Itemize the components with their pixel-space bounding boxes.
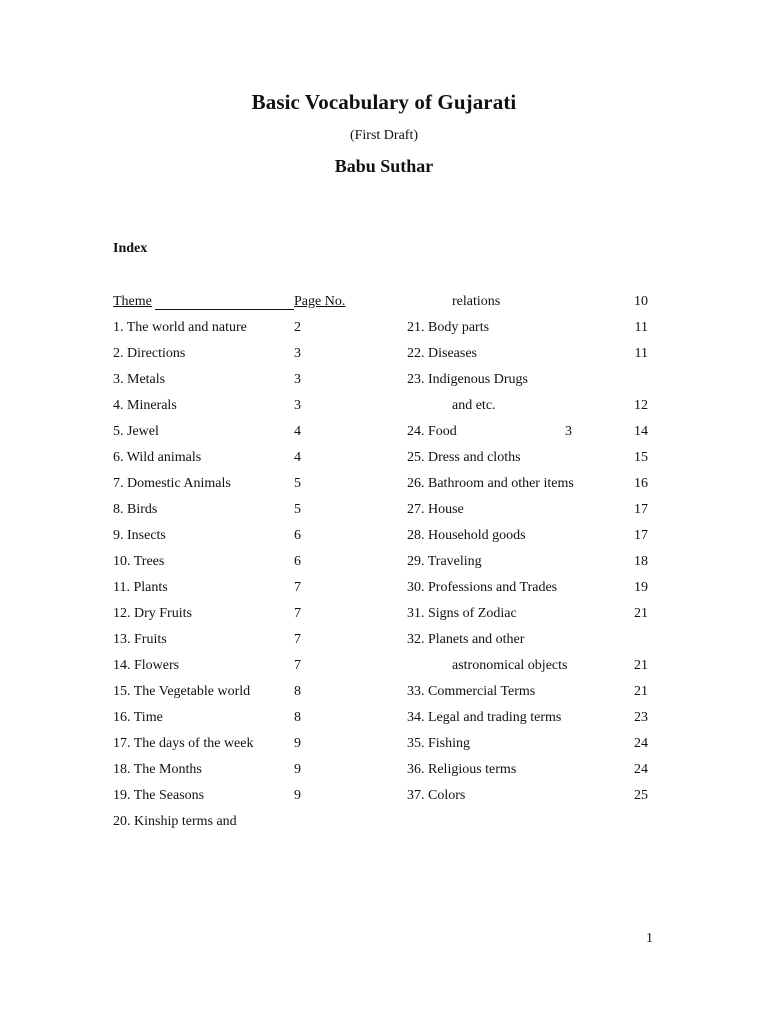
toc-entry-label: 28. Household goods [407,528,526,543]
toc-entry-page: 6 [294,528,301,543]
page-no-column-header: Page No. [294,294,346,309]
toc-entry-label: 22. Diseases [407,346,477,361]
toc-entry-label: 6. Wild animals [113,450,202,465]
toc-entry-page: 19 [634,580,648,595]
toc-entry-page: 21 [634,606,648,621]
toc-entry-label: 36. Religious terms [407,762,517,777]
toc-entry-label: 15. The Vegetable world [113,684,251,699]
toc-entry-page: 17 [634,502,648,517]
toc-entry-page: 7 [294,658,301,673]
toc-entry-label: 23. Indigenous Drugs [407,372,528,387]
toc-entry-label: 17. The days of the week [113,736,254,751]
toc-entry-page: 5 [294,502,301,517]
toc-entry-label: 31. Signs of Zodiac [407,606,517,621]
toc-entry-label: 16. Time [113,710,163,725]
toc-entry-label: 37. Colors [407,788,466,803]
toc-entry-page: 21 [634,684,648,699]
toc-entry-page: 9 [294,788,301,803]
toc-entry-label: 5. Jewel [113,424,159,439]
toc-entry-label: 3. Metals [113,372,166,387]
toc-entry-label: relations [452,294,501,309]
toc-entry-page: 25 [634,788,648,803]
page-number: 1 [646,931,653,946]
toc-entry-label: 21. Body parts [407,320,490,335]
toc-entry-page: 15 [634,450,648,465]
toc-entry-label: 26. Bathroom and other items [407,476,574,491]
toc-entry-label: 35. Fishing [407,736,471,751]
toc-entry-label: 18. The Months [113,762,202,777]
toc-entry-page: 3 [294,398,301,413]
document-title: Basic Vocabulary of Gujarati [251,90,517,114]
toc-entry-page: 8 [294,684,301,699]
toc-entry-label: 10. Trees [113,554,165,569]
toc-entry-label: 20. Kinship terms and [113,814,237,829]
toc-entry-page: 16 [634,476,648,491]
toc-entry-label: 11. Plants [113,580,168,595]
toc-entry-page: 4 [294,450,301,465]
toc-entry-page: 7 [294,632,301,647]
toc-entry-page: 24 [634,762,648,777]
toc-entry-label: 12. Dry Fruits [113,606,192,621]
toc-entry-label: 29. Traveling [407,554,482,569]
toc-entry-page: 18 [634,554,648,569]
toc-entry-page: 9 [294,736,301,751]
toc-entry-label: 30. Professions and Trades [407,580,558,595]
toc-entry-label: 2. Directions [113,346,186,361]
toc-entry-page: 9 [294,762,301,777]
toc-entry-page: 24 [634,736,648,751]
toc-entry-label: 24. Food [407,424,457,439]
toc-entry-page: 7 [294,606,301,621]
document-author: Babu Suthar [334,156,434,176]
toc-entry-label: 9. Insects [113,528,166,543]
toc-entry-page: 21 [634,658,648,673]
toc-entry-page: 12 [634,398,648,413]
toc-entry-label: 7. Domestic Animals [113,476,231,491]
toc-entry-label: 19. The Seasons [113,788,205,803]
toc-entry-page: 2 [294,320,301,335]
toc-entry-label: 14. Flowers [113,658,180,673]
toc-entry-page: 6 [294,554,301,569]
toc-entry-page: 23 [634,710,648,725]
index-heading: Index [113,241,148,256]
toc-entry-label: 4. Minerals [113,398,177,413]
toc-entry-page: 3 [294,346,301,361]
toc-entry-page: 11 [634,320,648,335]
toc-entry-page: 3 [294,372,301,387]
toc-entry-label: 34. Legal and trading terms [407,710,562,725]
toc-entry-page: 14 [634,424,648,439]
toc-entry-label: 1. The world and nature [113,320,247,335]
toc-entry-page: 7 [294,580,301,595]
theme-header-underline [155,293,294,310]
theme-column-header: Theme [113,294,152,309]
toc-entry-page: 11 [634,346,648,361]
document-subtitle: (First Draft) [349,128,419,143]
toc-entry-label: and etc. [452,398,496,413]
toc-entry-page: 5 [294,476,301,491]
toc-entry-page: 17 [634,528,648,543]
toc-entry-extra-number: 3 [565,424,572,439]
toc-entry-label: 25. Dress and cloths [407,450,521,465]
toc-entry-page: 10 [634,294,648,309]
toc-entry-label: 32. Planets and other [407,632,525,647]
toc-entry-page: 4 [294,424,301,439]
toc-entry-page: 8 [294,710,301,725]
toc-entry-label: astronomical objects [452,658,568,673]
toc-entry-label: 8. Birds [113,502,158,517]
toc-entry-label: 27. House [407,502,464,517]
toc-entry-label: 13. Fruits [113,632,167,647]
toc-entry-label: 33. Commercial Terms [407,684,536,699]
